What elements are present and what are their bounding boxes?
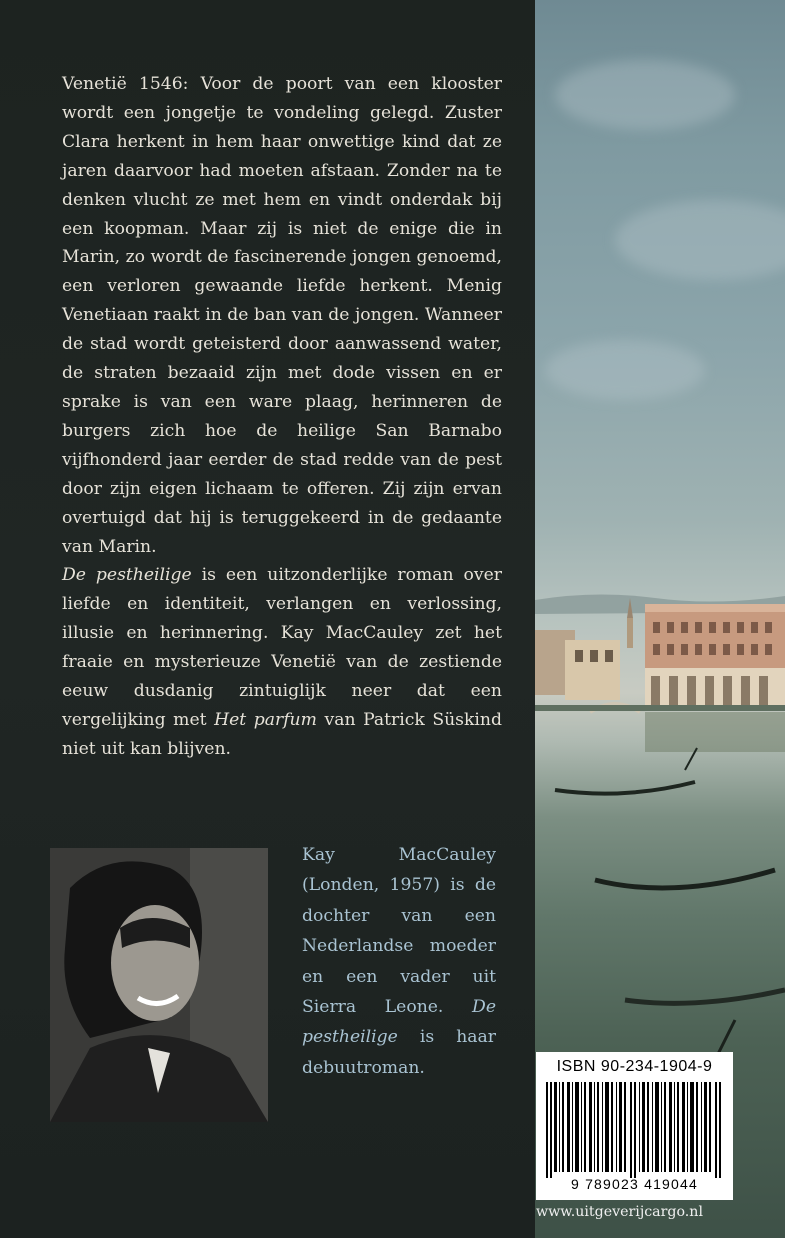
- ean-number: 9 789023 419044: [571, 1176, 698, 1192]
- author-photo: [50, 848, 268, 1122]
- bio-book-title: De pestheilige: [302, 997, 496, 1048]
- referenced-book-title: Het parfum: [214, 709, 317, 730]
- bio-paragraph: [302, 840, 496, 1083]
- blurb-paragraph-2: [62, 561, 502, 763]
- author-portrait: [50, 848, 268, 1122]
- barcode-icon: [546, 1082, 723, 1178]
- barcode-label: [536, 1052, 733, 1200]
- blurb-paragraph-1: Venetië 1546: Voor de poort van een klooster wordt een jongetje te vondeling gelegd. Zuster Clara herkent in hem haar onwettige kind dat ze jaren daarvoor had moeten afstaan. Zonder na te denken vlucht ze met hem en vindt onderdak bij een koopman. Maar zij is niet de enige die in Marin, zo wordt de fascinerende jongen genoemd, een verloren gewaande liefde herkent. Menig Venetiaan raakt in de ban van de jongen. Wanneer de stad wordt geteisterd door aanwassend water, de straten bezaaid zijn met dode vissen en er sprake is van een ware plaag, herinneren de burgers zich hoe de heilige San Barnabo vijfhonderd jaar eerder de stad redde van de pest door zijn eigen lichaam te offeren. Zij zijn ervan overtuigd dat hij is teruggekeerd in de gedaante van Marin.: [62, 74, 502, 557]
- isbn-number: ISBN 90-234-1904-9: [556, 1058, 713, 1075]
- blurb-text-a: is een uitzonderlijke roman over liefde en identiteit, verlangen en verlossing, illusie en herinnering. Kay MacCauley zet het fraaie en mysterieuze Venetië van de zestiende eeuw dusdanig zintuiglijk neer dat een vergelijking met: [62, 565, 502, 730]
- book-title: De pestheilige: [62, 565, 192, 586]
- book-blurb: [62, 70, 502, 764]
- bio-text-b: is haar debuutroman.: [302, 1027, 496, 1078]
- bio-text: Kay MacCauley (Londen, 1957) is de dochter van een Nederlandse moeder en een vader uit Sierra Leone.: [302, 845, 496, 1018]
- blurb-text-b: van Patrick Süskind niet uit kan blijven.: [62, 709, 502, 759]
- publisher-website: www.uitgeverijcargo.nl: [536, 1204, 703, 1220]
- author-bio: [302, 840, 496, 1083]
